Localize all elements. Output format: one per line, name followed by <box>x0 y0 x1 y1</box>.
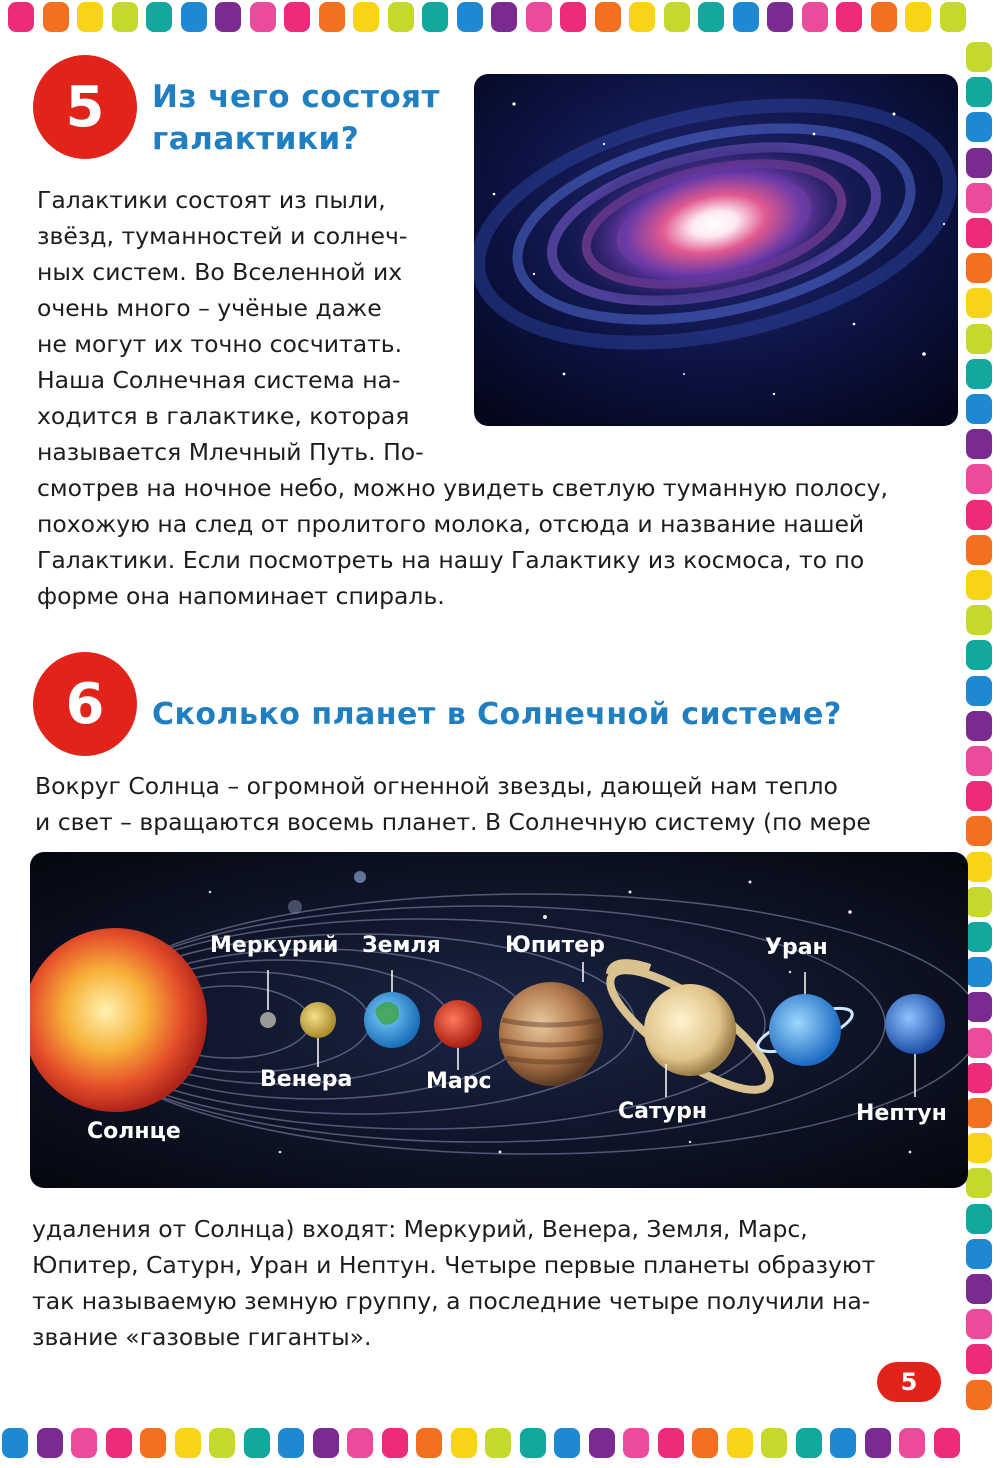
mars-label: Марс <box>426 1069 492 1094</box>
section-6-line: звание «газовые гиганты». <box>32 1323 372 1351</box>
section-5-number-badge: 5 <box>33 55 137 159</box>
uranus-label: Уран <box>765 935 828 960</box>
border-dot <box>2 1428 28 1458</box>
border-dot <box>347 1428 373 1458</box>
section-6-line: Юпитер, Сатурн, Уран и Нептун. Четыре первые планеты образуют <box>32 1251 876 1279</box>
border-dot <box>966 922 992 952</box>
border-dot <box>966 605 992 635</box>
neptune-illustration <box>885 994 945 1054</box>
border-dot <box>71 1428 97 1458</box>
border-dot <box>181 2 207 32</box>
mercury-illustration <box>260 1012 276 1028</box>
border-dot <box>966 1204 992 1234</box>
border-dot <box>727 1428 753 1458</box>
border-dot <box>966 640 992 670</box>
border-dot <box>966 429 992 459</box>
border-dot <box>106 1428 132 1458</box>
section-5-text <box>37 182 888 614</box>
border-dot <box>595 2 621 32</box>
border-dot <box>966 816 992 846</box>
border-dot <box>940 2 966 32</box>
border-dot <box>422 2 448 32</box>
section-5-line: похожую на след от пролитого молока, отсюда и название нашей <box>37 510 865 538</box>
section-6-title: Сколько планет в Солнечной системе? <box>152 697 842 732</box>
border-dot <box>966 535 992 565</box>
border-dot <box>966 957 992 987</box>
solar-system-image <box>30 852 968 1188</box>
border-dot <box>767 2 793 32</box>
border-dot <box>966 464 992 494</box>
border-dot <box>966 1309 992 1339</box>
border-dot <box>37 1428 63 1458</box>
border-dot <box>966 1098 992 1128</box>
section-6-line: Вокруг Солнца – огромной огненной звезды, дающей нам тепло <box>35 772 838 800</box>
section-5-line: не могут их точно сосчитать. <box>37 330 403 358</box>
mercury-label: Меркурий <box>210 933 339 958</box>
border-dot <box>8 2 34 32</box>
border-dot <box>966 781 992 811</box>
border-dot <box>905 2 931 32</box>
border-dot <box>966 183 992 213</box>
section-5-line: называется Млечный Путь. По- <box>37 438 424 466</box>
border-dot <box>966 1274 992 1304</box>
border-dot <box>313 1428 339 1458</box>
border-dot <box>966 288 992 318</box>
border-dot <box>112 2 138 32</box>
border-dot <box>761 1428 787 1458</box>
section-5-title-line-2: галактики? <box>152 121 360 157</box>
section-6-line: удаления от Солнца) входят: Меркурий, Венера, Земля, Марс, <box>32 1215 808 1243</box>
border-dot <box>966 570 992 600</box>
border-dot <box>526 2 552 32</box>
border-dot <box>319 2 345 32</box>
border-dot <box>77 2 103 32</box>
section-5-line: звёзд, туманностей и солнеч- <box>37 222 408 250</box>
border-dot <box>589 1428 615 1458</box>
section-5-line: ходится в галактике, которая <box>37 402 410 430</box>
border-dot <box>520 1428 546 1458</box>
border-dot <box>278 1428 304 1458</box>
border-dot <box>457 2 483 32</box>
border-dot <box>698 2 724 32</box>
section-6-line: так называемую земную группу, а последние четыре получили на- <box>32 1287 871 1315</box>
jupiter-label: Юпитер <box>505 933 605 958</box>
border-dot <box>830 1428 856 1458</box>
sun-illustration <box>30 928 207 1112</box>
sun-label: Солнце <box>87 1119 181 1144</box>
border-dot <box>284 2 310 32</box>
border-dot <box>215 2 241 32</box>
border-dot <box>966 218 992 248</box>
section-5-line: очень много – учёные даже <box>37 294 382 322</box>
border-dot <box>966 253 992 283</box>
solar-system-illustration <box>30 852 968 1188</box>
border-dot <box>416 1428 442 1458</box>
section-6-intro-text <box>35 768 871 840</box>
border-dot <box>388 2 414 32</box>
border-dot <box>966 77 992 107</box>
border-dot <box>491 2 517 32</box>
border-dot <box>966 992 992 1022</box>
section-5-line: Галактики состоят из пыли, <box>37 186 386 214</box>
saturn-label: Сатурн <box>618 1099 708 1124</box>
border-dot <box>865 1428 891 1458</box>
border-dot <box>140 1428 166 1458</box>
border-dot <box>629 2 655 32</box>
border-dot <box>966 1133 992 1163</box>
section-6-continued-text <box>32 1211 875 1355</box>
border-dot <box>554 1428 580 1458</box>
border-dot <box>209 1428 235 1458</box>
section-5-line: Галактики. Если посмотреть на нашу Галактику из космоса, то по <box>37 546 865 574</box>
border-dot <box>692 1428 718 1458</box>
section-5-line: Наша Солнечная система на- <box>37 366 401 394</box>
border-dot <box>244 1428 270 1458</box>
section-5-line: ных систем. Во Вселенной их <box>37 258 403 286</box>
border-dot <box>966 1168 992 1198</box>
border-dot <box>966 500 992 530</box>
section-5-title-line-1: Из чего состоят <box>152 79 441 115</box>
border-dot <box>250 2 276 32</box>
earth-label: Земля <box>362 933 441 958</box>
page-number: 5 <box>877 1362 941 1402</box>
border-dot <box>966 746 992 776</box>
jupiter-illustration <box>499 982 603 1086</box>
mars-illustration <box>434 1000 482 1048</box>
border-dot <box>966 1380 992 1410</box>
section-6-number-badge: 6 <box>33 652 137 756</box>
border-dot <box>966 1028 992 1058</box>
section-6-line: и свет – вращаются восемь планет. В Солнечную систему (по мере <box>35 808 871 836</box>
border-dot <box>966 887 992 917</box>
border-dot <box>966 394 992 424</box>
border-dot <box>966 711 992 741</box>
border-dot <box>43 2 69 32</box>
border-dot <box>664 2 690 32</box>
border-dot <box>966 1344 992 1374</box>
border-dot <box>658 1428 684 1458</box>
border-dot <box>934 1428 960 1458</box>
border-dot <box>871 2 897 32</box>
border-dot <box>146 2 172 32</box>
border-dot <box>966 1063 992 1093</box>
border-dot <box>966 112 992 142</box>
border-dot <box>353 2 379 32</box>
border-dot <box>966 359 992 389</box>
section-5-title <box>152 76 440 160</box>
border-dot <box>836 2 862 32</box>
venus-illustration <box>300 1002 336 1038</box>
border-dot <box>802 2 828 32</box>
border-dot <box>623 1428 649 1458</box>
border-dot <box>966 148 992 178</box>
border-dot <box>899 1428 925 1458</box>
venus-label: Венера <box>260 1067 353 1092</box>
border-dot <box>382 1428 408 1458</box>
section-5-line: форме она напоминает спираль. <box>37 582 445 610</box>
border-dot <box>451 1428 477 1458</box>
section-5-line: смотрев на ночное небо, можно увидеть светлую туманную полосу, <box>37 474 888 502</box>
border-dot <box>560 2 586 32</box>
border-dot <box>796 1428 822 1458</box>
border-dot <box>966 42 992 72</box>
border-dot <box>966 676 992 706</box>
border-dot <box>966 852 992 882</box>
border-dot <box>175 1428 201 1458</box>
border-dot <box>733 2 759 32</box>
neptune-label: Нептун <box>856 1101 947 1126</box>
border-dot <box>966 1239 992 1269</box>
border-dot <box>485 1428 511 1458</box>
border-dot <box>966 324 992 354</box>
